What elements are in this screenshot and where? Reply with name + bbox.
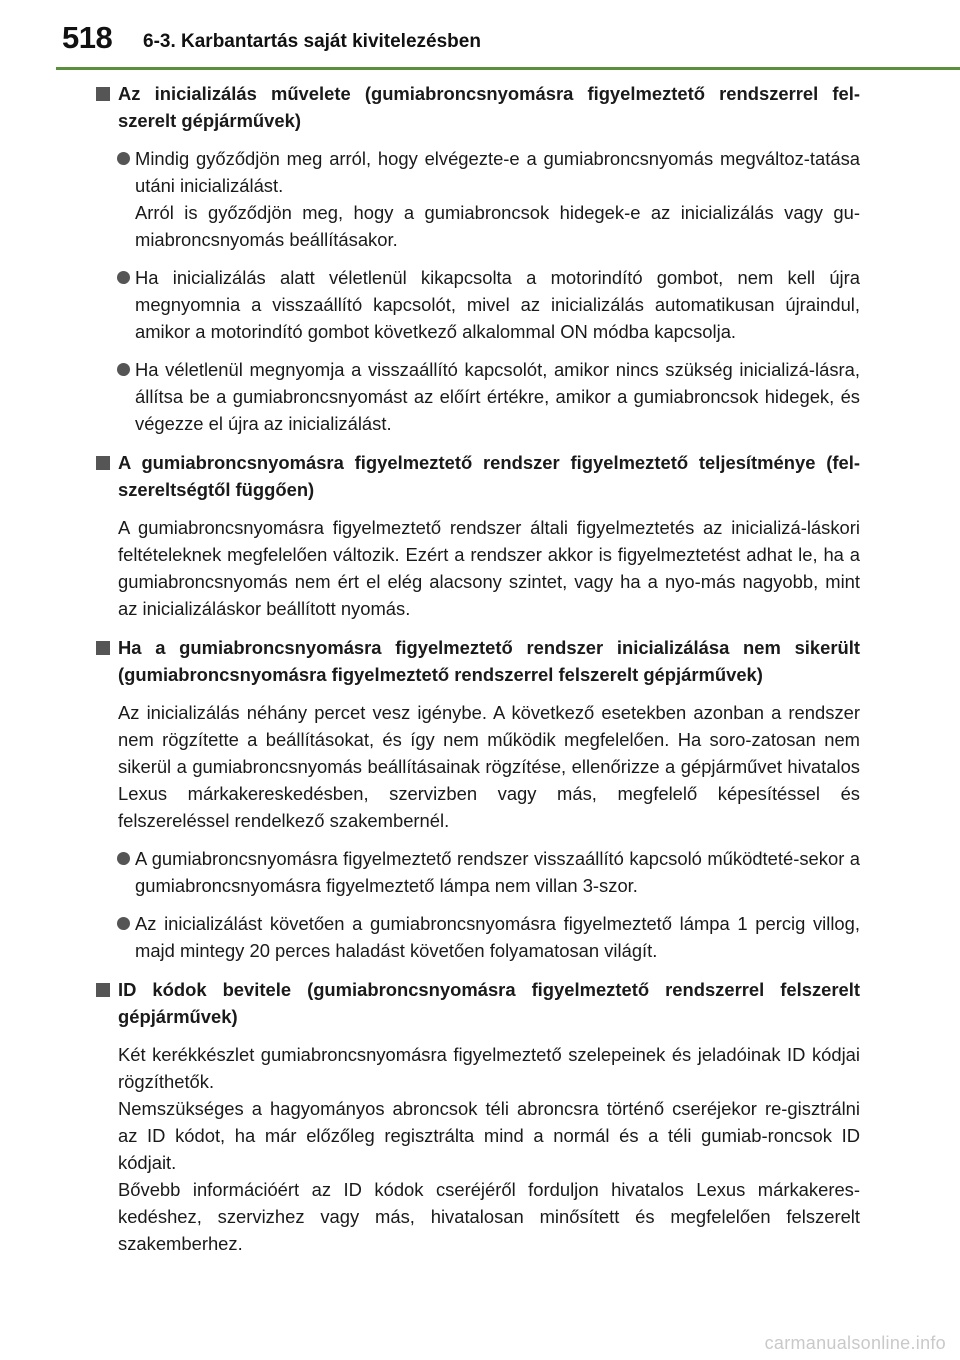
square-bullet-icon [96, 456, 110, 470]
section-heading-text: A gumiabroncsnyomásra figyelmeztető rendszer figyelmeztető teljesítménye (fel-szereltségtől függően) [118, 452, 860, 500]
round-bullet-icon [117, 271, 130, 284]
section-initialization-procedure [95, 80, 860, 437]
section-heading [95, 80, 860, 134]
page-header [0, 0, 960, 70]
paragraph-text: Két kerékkészlet gumiabroncsnyomásra figyelmeztető szelepeinek és jeladóinak ID kódjai rögzíthetők. [118, 1044, 860, 1092]
watermark: carmanualsonline.info [764, 1333, 946, 1353]
list-item-text: Az inicializálást követően a gumiabroncsnyomásra figyelmeztető lámpa 1 percig villog, majd mintegy 20 perces haladást követően folyamatosan világít. [135, 913, 860, 961]
section-initialization-failed [95, 634, 860, 964]
list-item [95, 910, 860, 964]
paragraph-text: Nemszükséges a hagyományos abroncsok téli abroncsra történő cseréjekor re-gisztrálni az ID kódot, ha már előzőleg regisztrálta mind a normál és a téli gumiab-roncsok ID kódjait. [118, 1098, 860, 1173]
list-item [95, 145, 860, 253]
list-item [95, 264, 860, 345]
square-bullet-icon [96, 983, 110, 997]
paragraph [95, 699, 860, 834]
section-heading-text: Az inicializálás művelete (gumiabroncsnyomásra figyelmeztető rendszerrel fel-szerelt gépjárművek) [118, 83, 860, 131]
list-item-text: Mindig győződjön meg arról, hogy elvégezte-e a gumiabroncsnyomás megváltoz-tatása utáni inicializálást. [135, 148, 860, 196]
list-item-text: Arról is győződjön meg, hogy a gumiabroncsok hidegek-e az inicializálás vagy gu-miabroncsnyomás beállításakor. [135, 202, 860, 250]
round-bullet-icon [117, 917, 130, 930]
list-item [95, 356, 860, 437]
section-heading [95, 976, 860, 1030]
header-rule [56, 67, 960, 70]
square-bullet-icon [96, 641, 110, 655]
paragraph-text: A gumiabroncsnyomásra figyelmeztető rendszer általi figyelmeztetés az inicializá-láskori feltételeknek megfelelően változik. Ezért a rendszer akkor is figyelmeztetést adhat le, ha a gumiabroncsnyomás nem ért el elég alacsony szintet, vagy ha a nyo-más nagyobb, mint az inicializáláskor beállított nyomás. [118, 517, 860, 619]
list-item-text: Ha inicializálás alatt véletlenül kikapcsolta a motorindító gombot, nem kell újra megnyomnia a visszaállító kapcsolót, mivel az inicializálás automatikusan újraindul, amikor a motorindító gombot következő alkalommal ON módba kapcsolja. [135, 267, 860, 342]
paragraph [95, 1041, 860, 1257]
list-item-text: Ha véletlenül megnyomja a visszaállító kapcsolót, amikor nincs szükség inicializá-lásra, állítsa be a gumiabroncsnyomást az előírt értékre, amikor a gumiabroncsok hidegek, és végezze el újra az inicializálást. [135, 359, 860, 434]
round-bullet-icon [117, 152, 130, 165]
square-bullet-icon [96, 87, 110, 101]
list-item-text: A gumiabroncsnyomásra figyelmeztető rendszer visszaállító kapcsoló működteté-sekor a gumiabroncsnyomásra figyelmeztető lámpa nem villan 3-szor. [135, 848, 860, 896]
round-bullet-icon [117, 852, 130, 865]
chapter-title: 6-3. Karbantartás saját kivitelezésben [143, 31, 481, 52]
paragraph-text: Bővebb információért az ID kódok cseréjéről forduljon hivatalos Lexus márkakeres-kedéshez, szervizhez vagy más, hivatalosan minősített és megfelelően felszerelt szakemberhez. [118, 1179, 860, 1254]
section-heading [95, 449, 860, 503]
round-bullet-icon [117, 363, 130, 376]
section-heading-text: Ha a gumiabroncsnyomásra figyelmeztető rendszer inicializálása nem sikerült (gumiabroncsnyomásra figyelmeztető rendszerrel felszerelt gépjárművek) [118, 637, 860, 685]
section-heading [95, 634, 860, 688]
paragraph [95, 514, 860, 622]
paragraph-text: Az inicializálás néhány percet vesz igénybe. A következő esetekben azonban a rendszer nem rögzítette a beállításokat, és így nem működik megfelelően. Ha soro-zatosan nem sikerül a gumiabroncsnyomás beállításainak rögzítése, ellenőrizze a gépjárművet hivatalos Lexus márkakereskedésben, szervizben vagy más, megfelelő képesítéssel és felszereléssel rendelkező szakembernél. [118, 702, 860, 831]
section-warning-performance [95, 449, 860, 622]
page-number: 518 [62, 20, 113, 55]
list-item [95, 845, 860, 899]
section-heading-text: ID kódok bevitele (gumiabroncsnyomásra figyelmeztető rendszerrel felszerelt gépjárművek) [118, 979, 860, 1027]
page-content [95, 80, 860, 1269]
section-id-codes [95, 976, 860, 1257]
